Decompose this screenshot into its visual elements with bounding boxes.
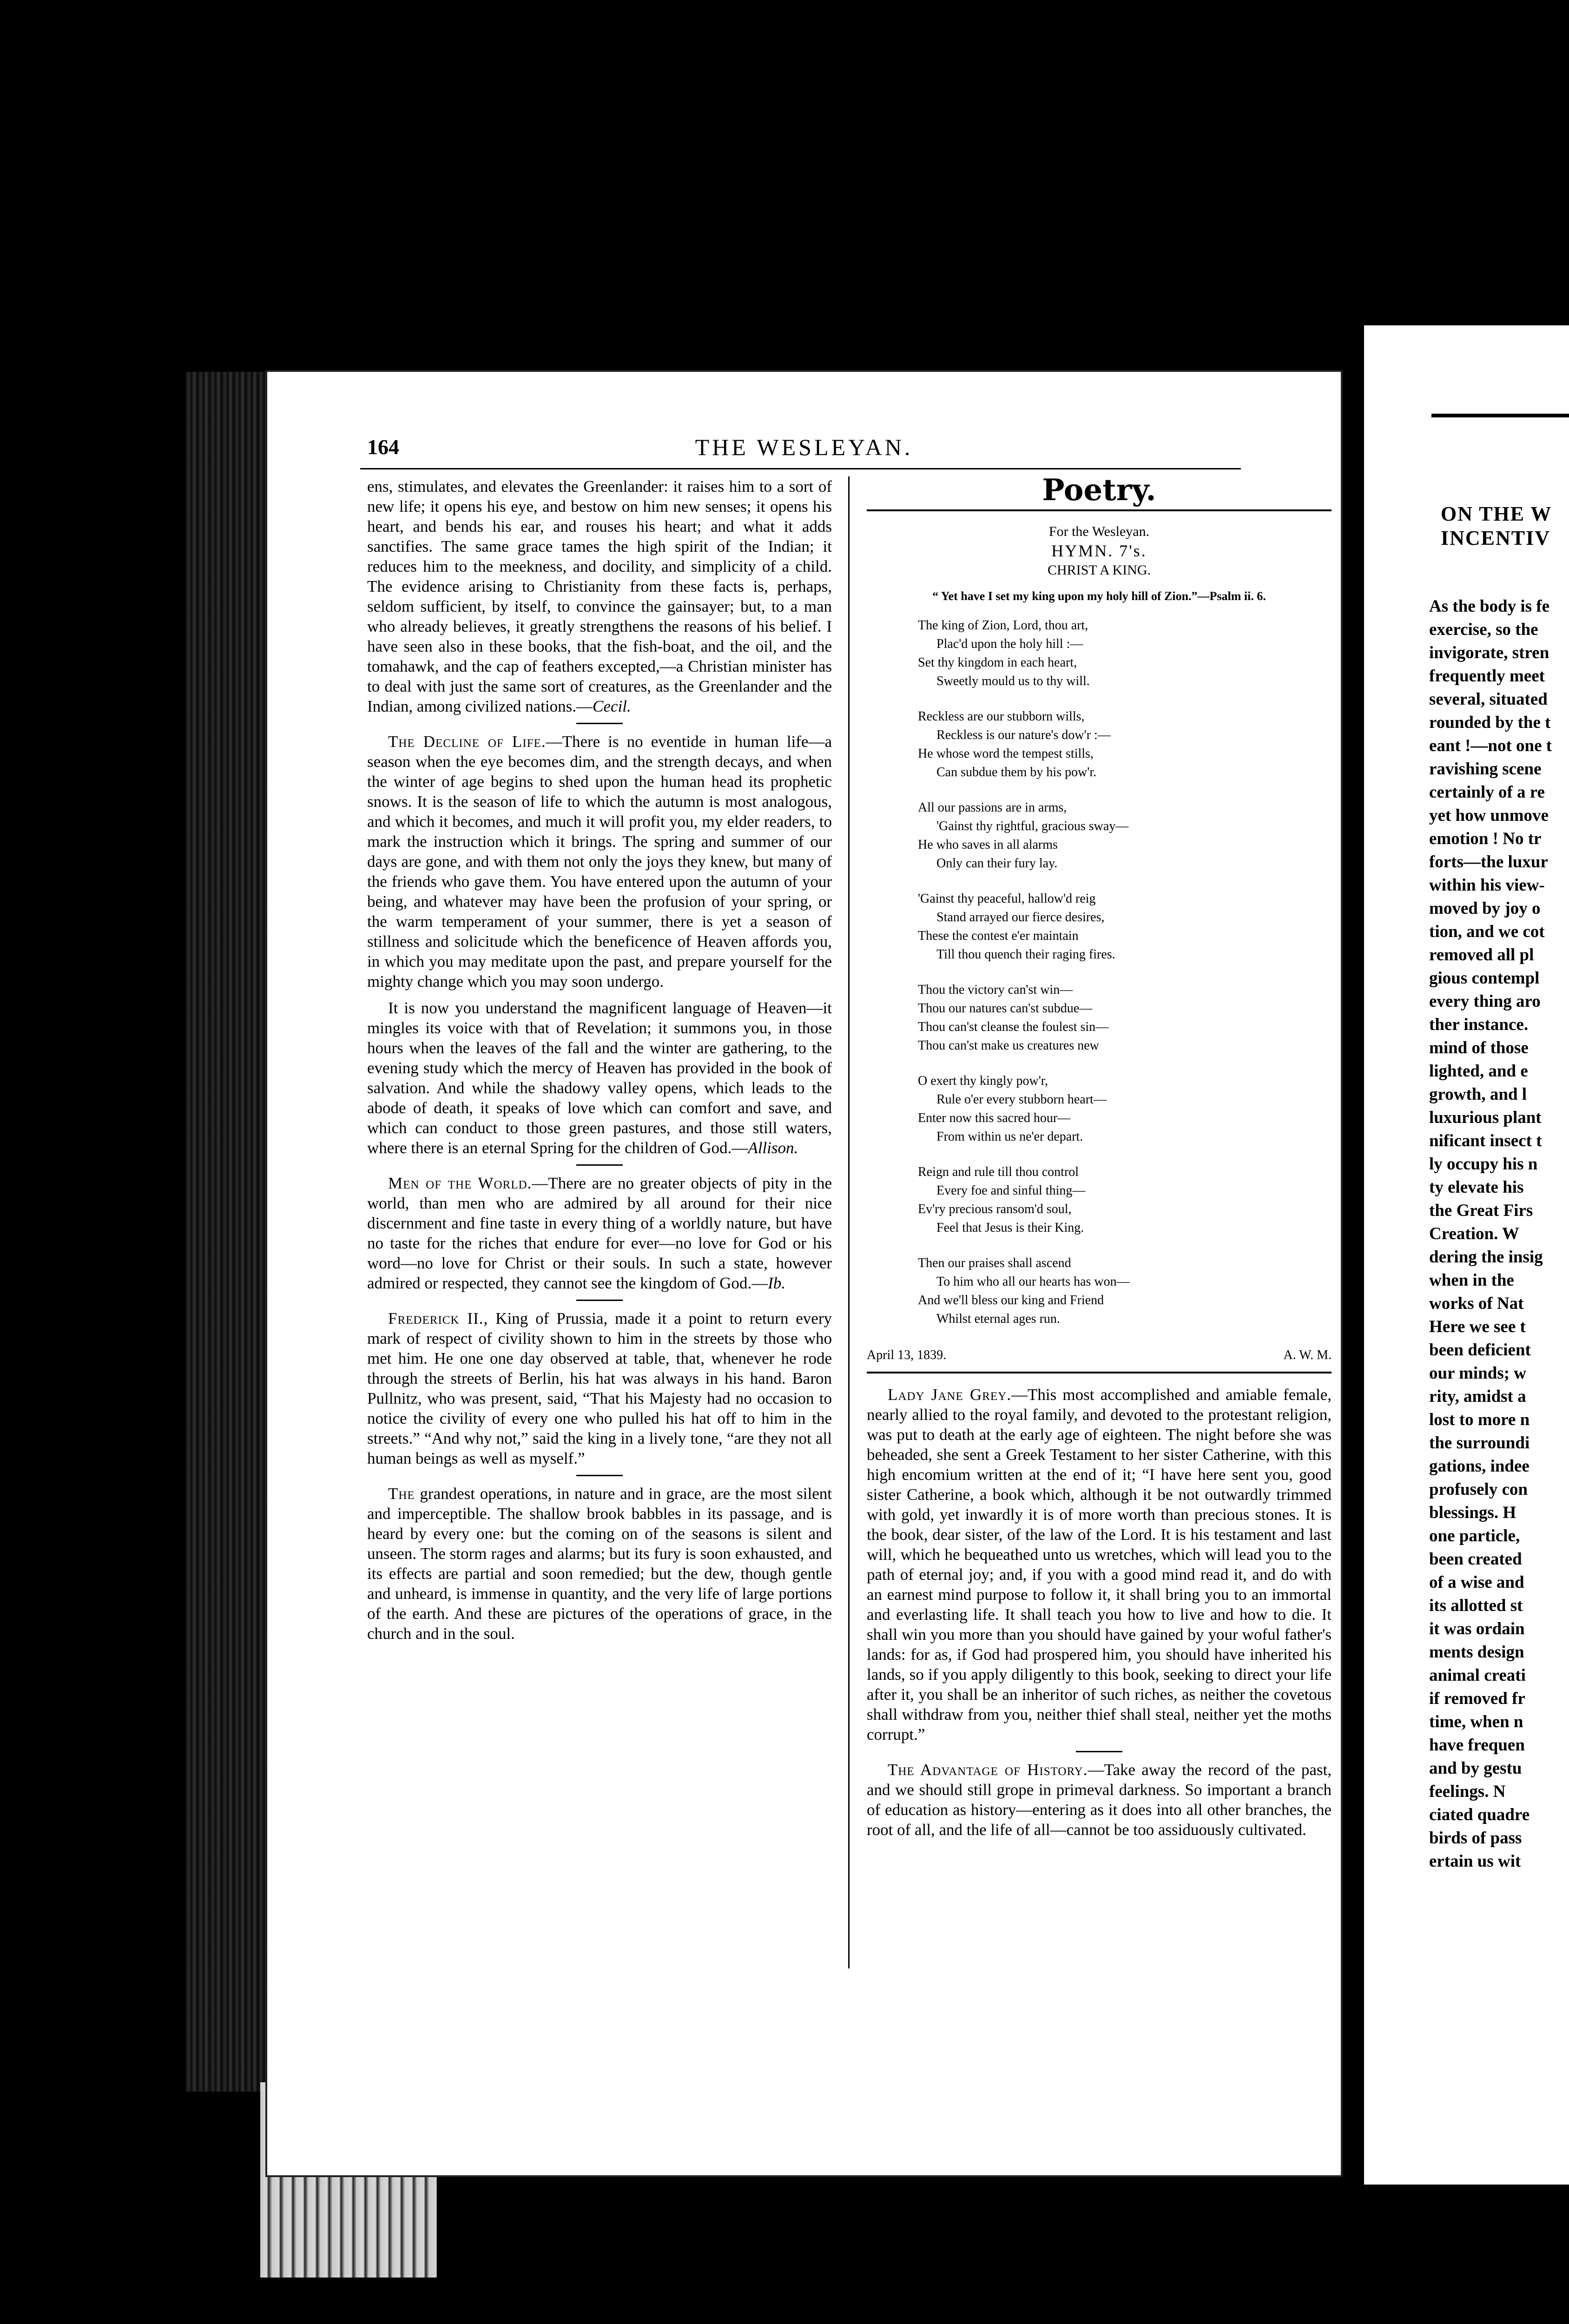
right-page-line: animal creati — [1429, 1666, 1526, 1685]
stanza — [918, 1163, 1332, 1237]
poem-dateline — [867, 1345, 1332, 1365]
right-page-line: As the body is fe — [1429, 597, 1550, 616]
left-page — [267, 372, 1341, 2175]
paragraph-text: grandest operations, in nature and in grace, are the most silent and imperceptible. The shallow brook babbles in its passage, and is heard by every one: but the coming on of the seasons is silent and unseen. The storm rages and alarms; but its fury is soon exhausted, and its effects are partial and soon remedied; but the dew, though gentle and unheard, is immense in quantity, and the very life of large portions of the earth. And these are pictures of the operations of grace, in the church and in the soul. — [367, 1485, 832, 1643]
article-heading: The — [388, 1485, 415, 1503]
verse-line: 'Gainst thy peaceful, hallow'd reig — [918, 891, 1096, 906]
article-frederick — [367, 1308, 832, 1468]
right-page-line: ther instance. — [1429, 1015, 1529, 1034]
stanza — [918, 616, 1332, 691]
author-signature: Cecil. — [593, 697, 631, 715]
verse-line: From within us ne'er depart. — [936, 1129, 1083, 1144]
right-page-heading — [1441, 502, 1552, 550]
right-page-line: and by gestu — [1429, 1759, 1522, 1778]
hymn-subtitle: CHRIST A KING. — [1048, 562, 1151, 578]
heading-line: INCENTIV — [1441, 527, 1551, 549]
right-page-line: ravishing scene — [1429, 759, 1542, 779]
article-lady-jane-grey — [867, 1385, 1332, 1744]
right-page-line: the Great Firs — [1429, 1201, 1533, 1220]
right-page-line: ly occupy his n — [1429, 1155, 1538, 1174]
verse-line: Reckless is our nature's dow'r :— — [936, 728, 1111, 742]
verse-line: He whose word the tempest stills, — [918, 746, 1094, 761]
verse-line: Enter now this sacred hour— — [918, 1111, 1071, 1125]
right-page-line: profusely con — [1429, 1480, 1528, 1499]
right-page-line: mind of those — [1429, 1038, 1529, 1057]
section-divider — [1076, 1751, 1122, 1752]
article-heading: The Advantage of History. — [888, 1761, 1088, 1779]
running-title: THE WESLEYAN. — [695, 434, 913, 460]
right-page-line: exercise, so the — [1429, 620, 1538, 639]
verse-line: And we'll bless our king and Friend — [918, 1293, 1104, 1307]
poetry-rule — [867, 509, 1332, 511]
right-page-line: ments design — [1429, 1643, 1524, 1662]
verse-line: The king of Zion, Lord, thou art, — [918, 618, 1088, 633]
article-heading: Men of the World. — [388, 1174, 532, 1192]
article-cecil — [367, 476, 832, 716]
verse-line: Reign and rule till thou control — [918, 1165, 1079, 1179]
section-divider — [576, 1164, 623, 1166]
paragraph-text: —There is no eventide in human life—a season when the eye becomes dim, and the strength decays, and when the winter of age begins to shed upon the human head its prophetic snows. It is the season of life to which the autumn is most analogous, and which it becomes, and much it will profit you, my elder readers, to mark the instruction which it brings. The spring and summer of our days are gone, and with them not only the joys they knew, but many of the friends who gave them. You have entered upon the autumn of your being, and whatever may have been the profusion of your spring, or the warm temperament of your summer, there is yet a season of stillness and solicitude which the beneficence of Heaven affords you, in which you may meditate upon the past, and prepare yourself for the mighty change which you may soon undergo. — [367, 733, 832, 990]
article-advantage-history — [867, 1760, 1332, 1840]
right-page-line: growth, and l — [1429, 1085, 1527, 1104]
for-wesleyan-line: For the Wesleyan. — [1048, 524, 1150, 539]
verse-line: All our passions are in arms, — [918, 800, 1067, 815]
hymn-title: HYMN. 7's. — [1051, 541, 1147, 560]
right-page-line: rounded by the t — [1429, 713, 1551, 732]
right-page-line: every thing aro — [1429, 992, 1541, 1011]
right-page-line: dering the insig — [1429, 1248, 1543, 1267]
right-page-line: gious contempl — [1429, 969, 1540, 988]
right-page-line: lighted, and e — [1429, 1062, 1528, 1081]
right-page-line: of a wise and — [1429, 1573, 1524, 1592]
book-spine — [186, 372, 279, 2092]
verse-line: Ev'ry precious ransom'd soul, — [918, 1202, 1072, 1216]
right-page-line: ertain us wit — [1429, 1852, 1521, 1871]
author-signature: Allison. — [748, 1139, 798, 1157]
section-divider — [576, 723, 623, 724]
right-page-line: eant !—not one t — [1429, 736, 1552, 755]
right-page-line: invigorate, stren — [1429, 643, 1549, 662]
section-rule — [867, 1372, 1332, 1373]
verse-line: Sweetly mould us to thy will. — [936, 674, 1090, 688]
right-page-line: several, situated — [1429, 690, 1548, 709]
right-column — [867, 473, 1332, 1846]
paragraph-text: —Take away the record of the past, and we should still grope in primeval darkness. So important a branch of education as history—entering as it does into all other branches, the root of all, and the life of all—cannot be too assiduously cultivated. — [867, 1761, 1332, 1839]
right-page-line: within his view- — [1429, 876, 1545, 895]
verse-line: Every foe and sinful thing— — [936, 1183, 1086, 1198]
right-page-line: if removed fr — [1429, 1689, 1525, 1708]
verse-line: Feel that Jesus is their King. — [936, 1221, 1084, 1235]
right-page-line: Here we see t — [1429, 1317, 1526, 1336]
right-page-line: forts—the luxur — [1429, 852, 1548, 872]
paragraph-text: ens, stimulates, and elevates the Greenlander: it raises him to a sort of new life; it opens his eye, and bestow on him new senses; it opens his heart, and bends his ear, and rouses his heart; and what it adds sanctifies. The same grace tames the high spirit of the Indian; it reduces him to the meekness, and docility, and simplicity of a child. The evidence arising to Christianity from these facts is, perhaps, seldom sufficient, by itself, to convince the gainsayer; but, to a man who already believes, it greatly strengthens the reasons of his belief. I have seen also in these books, that the fish-boat, and the oil, and the tomahawk, and the cap of feathers excepted,—a Christian minister has to deal with just the same sort of creatures, as the Greenlander and the Indian, among civilized nations.— — [367, 477, 832, 715]
paragraph-text: King of Prussia, made it a point to return every mark of respect of civility shown to him in the streets by those who met him. He one one day observed at table, that, whenever he rode through the streets of Berlin, his hat was always in his hand. Baron Pullnitz, who was present, said, “That his Majesty had no occasion to notice the civility of every one who pulled his hat off to him in the streets.” “And why not,” said the king in a lively tone, “are they not all human beings as well as myself.” — [367, 1309, 832, 1467]
right-page-line: have frequen — [1429, 1736, 1525, 1755]
right-page-line: when in the — [1429, 1271, 1514, 1290]
right-page-line: ciated quadre — [1429, 1805, 1530, 1824]
verse-line: Whilst eternal ages run. — [936, 1312, 1060, 1326]
paragraph-text: It is now you understand the magnificent language of Heaven—it mingles its voice with that of Revelation; it summons you, in those hours when the leaves of the fall and the winter are gathering, to the evening study which the mercy of Heaven has provided in the book of salvation. And while the shadowy valley opens, which leads to the abode of death, it speaks of love which can comfort and save, and which can conduct to those green pastures, and those still waters, where there is an eternal Spring for the children of God.— — [367, 999, 832, 1157]
verse-line: Thou the victory can'st win— — [918, 983, 1073, 997]
poem-date: April 13, 1839. — [867, 1348, 947, 1362]
right-page-line: gations, indee — [1429, 1457, 1529, 1476]
right-page-line: the surroundi — [1429, 1433, 1530, 1452]
right-page-line: one particle, — [1429, 1526, 1520, 1545]
page-number: 164 — [367, 435, 399, 459]
right-page-line: rity, amidst a — [1429, 1387, 1526, 1406]
header-rule — [360, 468, 1241, 469]
verse-line: He who saves in all alarms — [918, 838, 1058, 852]
verse-line: O exert thy kingly pow'r, — [918, 1074, 1048, 1088]
right-page-line: certainly of a re — [1429, 783, 1545, 802]
stanza — [918, 707, 1332, 782]
verse-line: To him who all our hearts has won— — [936, 1274, 1130, 1289]
right-page-line: lost to more n — [1429, 1410, 1530, 1429]
verse-line: Can subdue them by his pow'r. — [936, 765, 1097, 779]
paragraph-text: —There are no greater objects of pity in the world, than men who are admired by all around for their nice discernment and fine taste in every thing of a worldly nature, but have no taste for the riches that endure for ever—no love for God or his word—no love for Christ or their souls. In such a state, however admired or respected, they cannot see the kingdom of God.— — [367, 1174, 832, 1292]
article-grandest-operations — [367, 1484, 832, 1644]
stanza — [918, 799, 1332, 873]
right-page-line: been deficient — [1429, 1340, 1531, 1360]
author-signature: Ib. — [768, 1274, 786, 1292]
article-heading: The Decline of Life. — [388, 733, 546, 751]
stanza — [918, 890, 1332, 964]
stanza — [918, 981, 1332, 1055]
stanza — [918, 1254, 1332, 1328]
right-page-line: works of Nat — [1429, 1294, 1524, 1313]
right-page-line: its allotted st — [1429, 1596, 1523, 1615]
verse-line: Plac'd upon the holy hill :— — [936, 637, 1083, 651]
left-column — [367, 476, 832, 1650]
heading-line: ON THE W — [1441, 502, 1552, 525]
right-page-line: yet how unmove — [1429, 806, 1549, 825]
verse-line: Reckless are our stubborn wills, — [918, 709, 1085, 724]
stanza — [918, 1072, 1332, 1146]
verse-line: Thou can'st make us creatures new — [918, 1038, 1099, 1053]
right-page-line: feelings. N — [1429, 1782, 1506, 1801]
paragraph-text: —This most accomplished and amiable female, nearly allied to the royal family, and devoted to the protestant religion, was put to death at the early age of eighteen. The night before she was beheaded, she sent a Greek Testament to her sister Catherine, with this high encomium written at the end of it; “I have here sent you, good sister Catherine, a book which, although it be not outwardly trimmed with gold, yet inwardly it is of more worth than precious stones. It is the book, dear sister, of the law of the Lord. It is his testament and last will, which he bequeathed unto us wretches, which will lead you to the path of eternal joy; and, if you with a good mind read it, and do with an earnest mind purpose to follow it, it shall bring you to an immortal and everlasting life. It shall teach you how to live and how to die. It shall win you more than you should have gained by your woful father's lands: for as, if God had prospered him, you should have inherited his lands, so if you apply diligently to this book, seeking to direct your life after it, you shall be an inheritor of such riches, as neither the covetous shall withdraw from you, neither thief shall steal, neither yet the moths corrupt.” — [867, 1386, 1332, 1743]
right-page-line: ty elevate his — [1429, 1178, 1524, 1197]
section-divider — [576, 1475, 623, 1476]
right-page-line: luxurious plant — [1429, 1108, 1542, 1127]
right-page-line: moved by joy o — [1429, 899, 1541, 918]
verse-line: These the contest e'er maintain — [918, 929, 1079, 943]
verse-line: Set thy kingdom in each heart, — [918, 655, 1077, 670]
right-page-line: Creation. W — [1429, 1224, 1519, 1243]
right-page-rule — [1431, 414, 1569, 417]
verse-line: Till thou quench their raging fires. — [936, 947, 1115, 962]
article-decline-of-life — [367, 732, 832, 991]
right-page-line: tion, and we cot — [1429, 922, 1545, 941]
verse-line: Rule o'er every stubborn heart— — [936, 1092, 1107, 1107]
right-page-line: removed all pl — [1429, 945, 1534, 964]
right-page-text — [1429, 595, 1552, 1873]
verse-line: Then our praises shall ascend — [918, 1256, 1071, 1270]
poem-signature: A. W. M. — [1283, 1348, 1332, 1362]
poetry-heading: Poetry. — [1042, 473, 1156, 508]
article-men-of-world — [367, 1173, 832, 1293]
right-page-line: frequently meet — [1429, 667, 1545, 686]
right-page-line: emotion ! No tr — [1429, 829, 1542, 848]
section-divider — [576, 1300, 623, 1301]
hymn-epigraph: “ Yet have I set my king upon my holy hill of Zion.”—Psalm ii. 6. — [932, 589, 1266, 603]
right-page-line: blessings. H — [1429, 1503, 1516, 1522]
right-page-line: been created — [1429, 1550, 1522, 1569]
verse-line: Stand arrayed our fierce desires, — [936, 910, 1105, 924]
article-heading: Lady Jane Grey. — [888, 1386, 1011, 1404]
verse-line: Thou our natures can'st subdue— — [918, 1001, 1093, 1016]
right-page-line: birds of pass — [1429, 1829, 1522, 1848]
column-divider — [848, 476, 850, 1968]
verse-line: Thou can'st cleanse the foulest sin— — [918, 1020, 1109, 1034]
right-page-line: nificant insect t — [1429, 1131, 1542, 1150]
verse-line: 'Gainst thy rightful, gracious sway— — [936, 819, 1129, 833]
right-page-line: it was ordain — [1429, 1619, 1525, 1638]
article-decline-continued — [367, 998, 832, 1158]
right-page-line: our minds; w — [1429, 1364, 1527, 1383]
page-header — [267, 430, 1341, 472]
article-heading: Frederick II., — [388, 1309, 488, 1327]
right-page-line: time, when n — [1429, 1712, 1523, 1731]
verse-line: Only can their fury lay. — [936, 856, 1058, 871]
right-page-fragment — [1364, 325, 1569, 2185]
